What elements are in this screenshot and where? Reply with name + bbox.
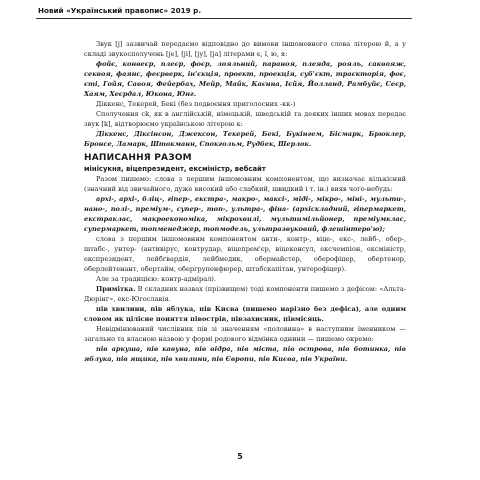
paragraph-no-double: Діккенс, Текерей, Бекі (без подвоєння приголосних -кк-)	[96, 100, 296, 108]
note-paragraph	[84, 284, 406, 304]
examples-ck-sound: Діккенс, Діксінсон, Джексон, Текерей, Бекі, Букінгем, Бісмарк, Брюклер, Бронсе, Ламарк, Штокманн, Спокгольм, Рудбек, Шерлок.	[84, 130, 406, 148]
note-text: В складних назвах (прізвищем) тоді компоненти пишемо з дефісом: «Альта-Дюрінг», екс-Югославія.	[84, 285, 406, 303]
section-title: НАПИСАННЯ РАЗОМ	[84, 153, 192, 163]
note-label: Примітка.	[96, 285, 136, 293]
section-subhead: мінісукня, віцепрезидент, ексміністр, вебсайт	[84, 165, 266, 173]
page-number: 5	[237, 452, 243, 461]
paragraph-piv-rule: Невідмінюваний числівник пів зі значенням «половина» в наступним іменником — загально та власною назвою у формі родового відмінка однини — пишемо окремо:	[84, 325, 406, 343]
running-head: Новий «Український правопис» 2019 р.	[36, 6, 412, 19]
paragraph-piv: пів хвилини, пів яблука, пів Києва (пишемо нарізно без дефіса), але одним словом як цілісне поняття півострів, півзахисник, півмісяць.	[84, 305, 406, 323]
page-body	[84, 39, 406, 364]
paragraph-j-sound: Звук [j] зазвичай передаємо відповідно до вимови іншомовного слова літерою й, а у складі звукосполучень [jе], [jі], [jу], [jа] літерами є, ї, ю, я:	[84, 40, 406, 58]
examples-prefixes: архі-, архі-, бліц-, гіпер-, екстра-, макро-, максі-, міді-, мікро-, міні-, мульти-, нано-, полі-, преміум-, супер-, топ-, ультра-, фіна- (архіскладний, гіпермаркет, екстраклас, макроекономіка, мікрохвилі, мультимільйонер, преміумклас, супермаркет, топменеджер, топмодель, ультразвуковий, флешінтерв'ю);	[84, 195, 406, 233]
paragraph-anti-contr: слова з першим іншомовним компонентом анти-, контр-, віце-, екс-, лейб-, обер-, штабс-, унтер- (антивірус, контрудар, віцепрем'єр, віцеконсул, ексчемпіон, ексміністр, експрезидент, лейбгвардія, лейбмедик, обермайстер, оберофіцер, обертенор, оберлейтенант, обертайм, обергрупенфюрер, штабскапітан, унтерофіцер).	[84, 235, 406, 273]
paragraph-joint-spelling: Разом пишемо: слова з першим іншомовним компонентом, що визначає кількісний (значний від звичайного, дуже високий або слабкий, швидкий і т. ін.) вияв чого-небудь:	[84, 175, 406, 193]
paragraph-ck-sound: Сполучення ck, як в англійській, німецькій, шведській та деяких інших мовах передає звук [k], відтворюємо українською літерою к:	[84, 110, 406, 128]
paragraph-tradition: Але за традицією: контр-адмірал).	[96, 275, 216, 283]
examples-j-sound: фойє, конвеєр, плеєр, фоєр, лояльний, параноя, плеяда, рояль, саквояж, секвоя, фаянс, феєрверк, ін'єкція, проект, проекція, суб'єкт, траєкторія, фоє, єті, Гойя, Савоя, Фейербах, Мейр, Майк, Каєнна, Ієйя, Йолланд, Рамбуйє, Сеєр, Хаям, Хеєрдал, Юкона, Юнг.	[84, 60, 406, 98]
examples-piv: пів аркуша, пів кавуна, пів відра, пів міста, пів острова, пів ботинка, пів яблука, пів ящика, пів хвилини, пів Європи, пів Києва, пів України.	[84, 345, 406, 363]
